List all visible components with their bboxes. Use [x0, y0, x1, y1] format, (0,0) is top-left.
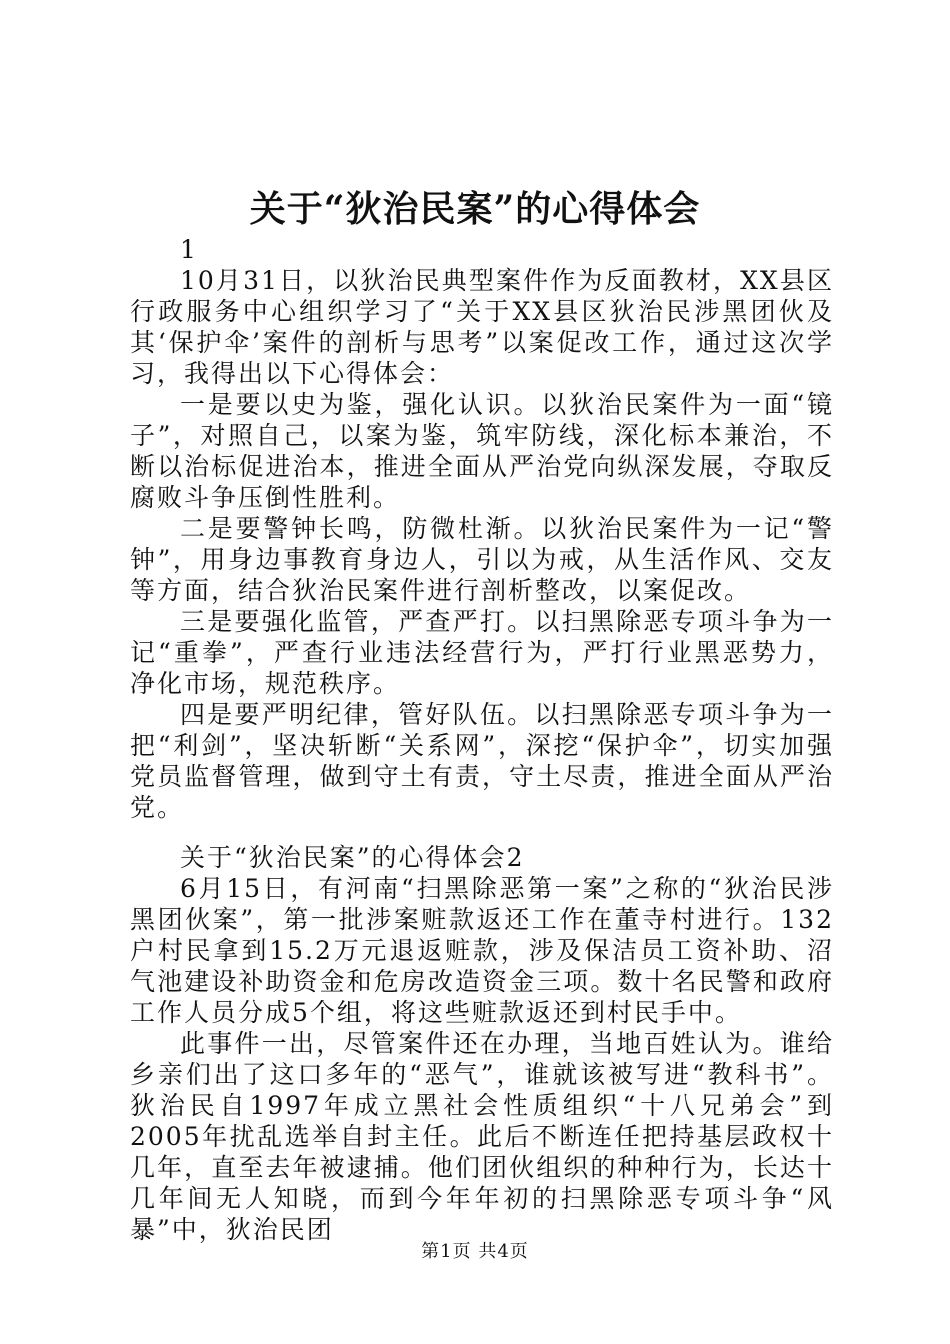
- section-number: 1: [180, 235, 198, 264]
- paragraph: 6月15日，有河南“扫黑除恶第一案”之称的“狄治民涉黑团伙案”，第一批涉案赃款返还工作在董寺村进行。132户村民拿到15.2万元退返赃款，涉及保洁员工资补助、沼气池建设补助资金和危房改造资金三项。数十名民警和政府工作人员分成5个组，将这些赃款返还到村民手中。: [130, 874, 834, 1027]
- paragraph: 四是要严明纪律，管好队伍。以扫黑除恶专项斗争为一把“利剑”，坚决斩断“关系网”，深挖“保护伞”，切实加强党员监督管理，做到守土有责，守土尽责，推进全面从严治党。: [130, 700, 834, 822]
- section-2: [130, 842, 834, 1245]
- paragraph: 三是要强化监管，严查严打。以扫黑除恶专项斗争为一记“重拳”，严查行业违法经营行为，严打行业黑恶势力，净化市场，规范秩序。: [130, 607, 834, 698]
- paragraph: 10月31日，以狄治民典型案件作为反面教材，XX县区行政服务中心组织学习了“关于XX县区狄治民涉黑团伙及其‘保护伞’案件的剖析与思考”以案促改工作，通过这次学习，我得出以下心得体会：: [130, 266, 834, 388]
- document-title: 关于“狄治民案”的心得体会: [249, 188, 701, 230]
- page-footer: 第1页 共4页: [421, 1241, 529, 1262]
- paragraph: 一是要以史为鉴，强化认识。以狄治民案件为一面“镜子”，对照自己，以案为鉴，筑牢防线，深化标本兼治，不断以治标促进治本，推进全面从严治党向纵深发展，夺取反腐败斗争压倒性胜利。: [130, 390, 834, 512]
- paragraph: 二是要警钟长鸣，防微杜渐。以狄治民案件为一记“警钟”，用身边事教育身边人，引以为戒，从生活作风、交友等方面，结合狄治民案件进行剖析整改，以案促改。: [130, 514, 834, 605]
- paragraph: 此事件一出，尽管案件还在办理，当地百姓认为。谁给乡亲们出了这口多年的“恶气”，谁就该被写进“教科书”。狄治民自1997年成立黑社会性质组织“十八兄弟会”到2005年扰乱选举自封主任。此后不断连任把持基层政权十几年，直至去年被逮捕。他们团伙组织的种种行为，长达十几年间无人知晓，而到今年年初的扫黑除恶专项斗争“风暴”中，狄治民团: [130, 1029, 834, 1244]
- section-heading: 关于“狄治民案”的心得体会2: [180, 843, 525, 872]
- section-1: [130, 234, 834, 823]
